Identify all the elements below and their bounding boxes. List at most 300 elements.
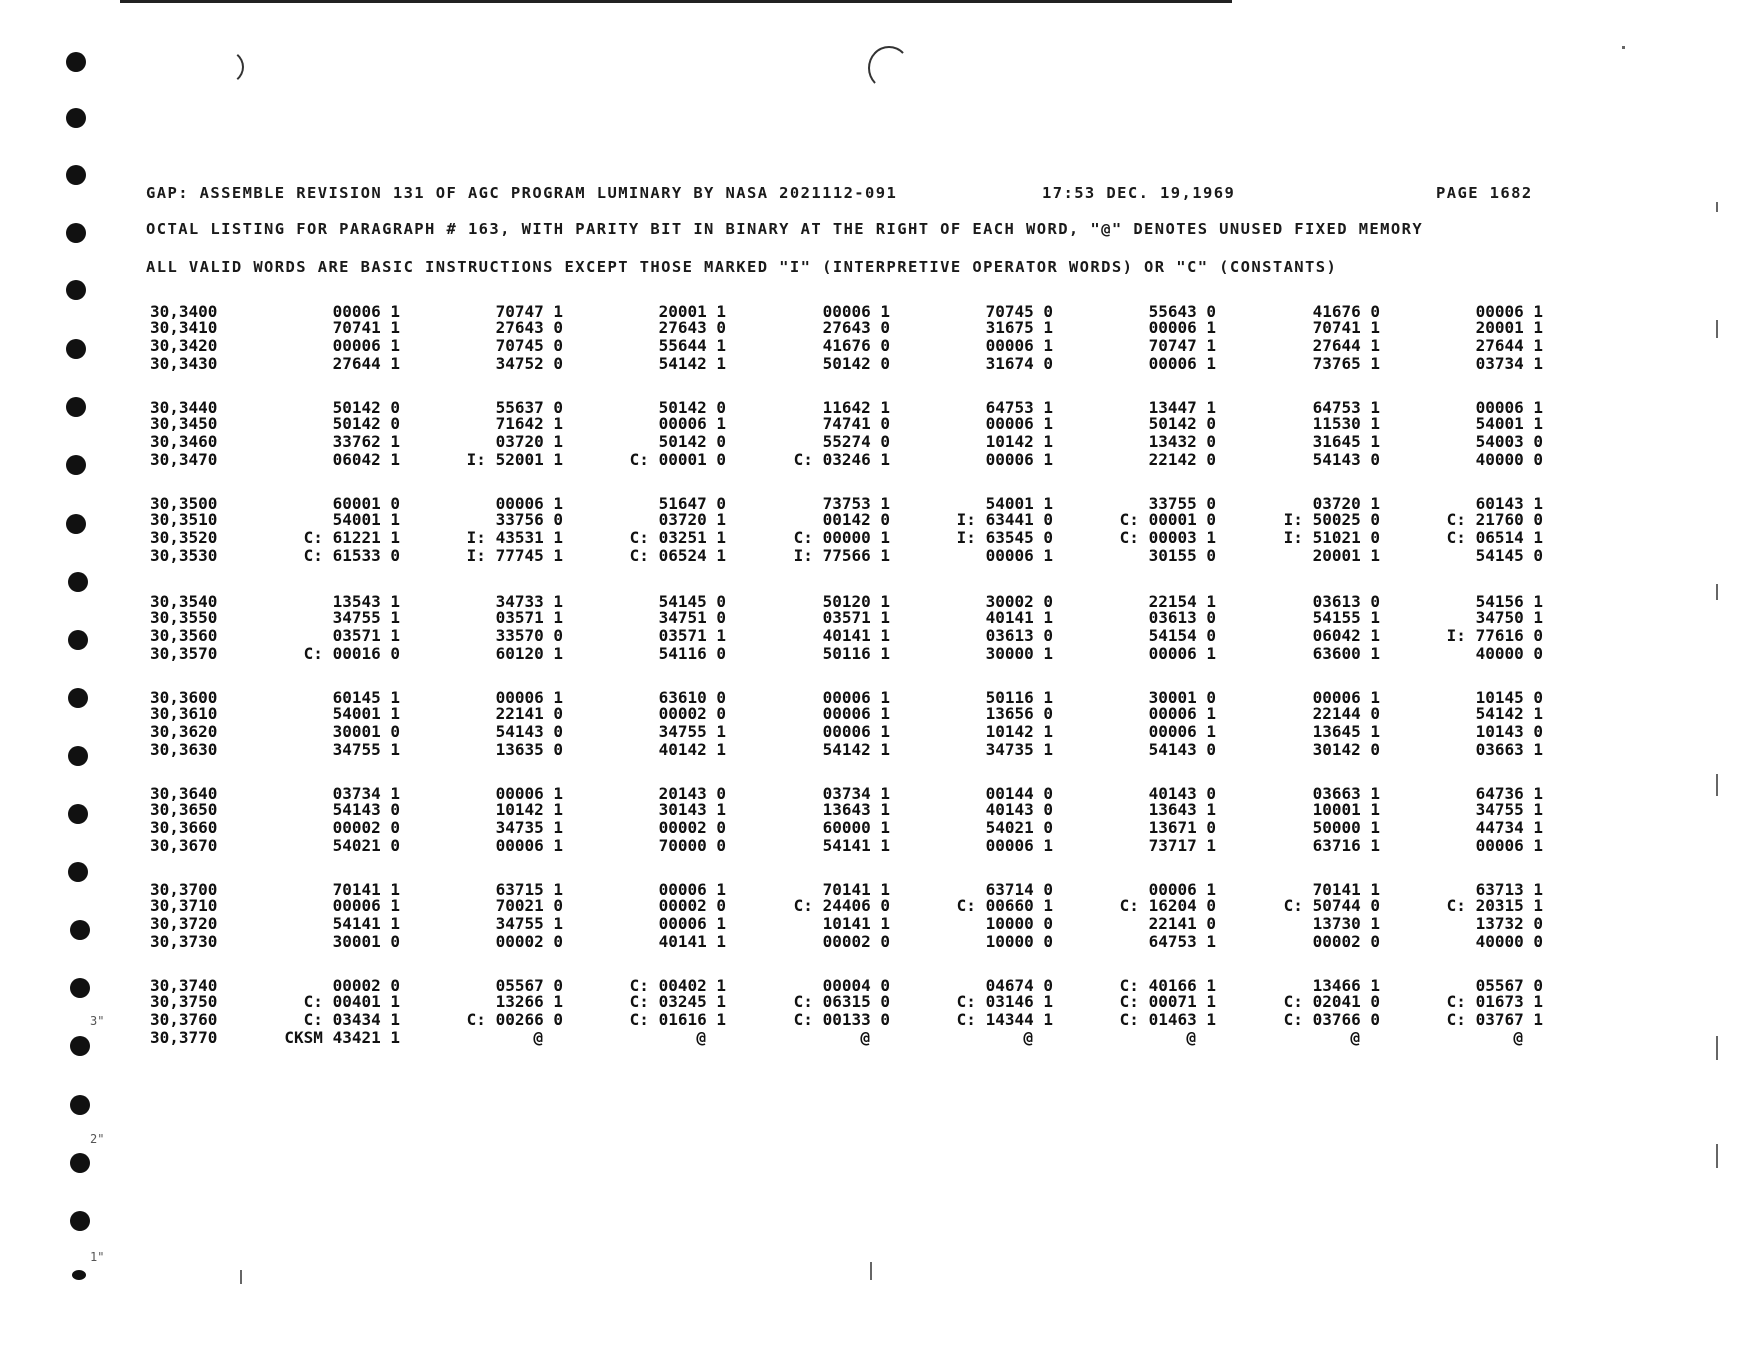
address: 30,3410 <box>150 318 218 337</box>
octal-word: 00006 1 <box>1148 880 1216 899</box>
octal-word: 30142 0 <box>1312 740 1380 759</box>
address: 30,3630 <box>150 740 218 759</box>
octal-word: 03613 0 <box>985 626 1053 645</box>
octal-word: 00006 1 <box>1475 836 1543 855</box>
octal-word: CKSM 43421 1 <box>284 1028 400 1047</box>
octal-word: 00006 1 <box>332 302 400 321</box>
octal-word: 00002 0 <box>1312 932 1380 951</box>
octal-word: 40142 1 <box>658 740 726 759</box>
octal-word: 00006 1 <box>658 880 726 899</box>
octal-word: 40143 0 <box>1148 784 1216 803</box>
octal-word: 64736 1 <box>1475 784 1543 803</box>
octal-word: 03613 0 <box>1148 608 1216 627</box>
octal-word: 55637 0 <box>495 398 563 417</box>
octal-word: 50116 1 <box>985 688 1053 707</box>
octal-word: I: 77616 0 <box>1446 626 1543 645</box>
octal-word: C: 61221 1 <box>303 528 400 547</box>
octal-word: @ <box>696 1028 706 1047</box>
octal-word: C: 01673 1 <box>1446 992 1543 1011</box>
octal-word: C: 01616 1 <box>629 1010 726 1029</box>
listing-row <box>0 546 1740 564</box>
octal-word: 50142 0 <box>658 398 726 417</box>
octal-word: 50120 1 <box>822 592 890 611</box>
octal-word: 54156 1 <box>1475 592 1543 611</box>
octal-word: 64753 1 <box>1148 932 1216 951</box>
octal-word: 54142 1 <box>822 740 890 759</box>
octal-word: 06042 1 <box>1312 626 1380 645</box>
header-line-3: ALL VALID WORDS ARE BASIC INSTRUCTIONS EXCEPT THOSE MARKED "I" (INTERPRETIVE OPERATOR WORDS) OR "C" (CONSTANTS) <box>146 258 1338 276</box>
octal-word: 13432 0 <box>1148 432 1216 451</box>
octal-word: @ <box>1513 1028 1523 1047</box>
octal-word: 00006 1 <box>495 784 563 803</box>
octal-word: 40000 0 <box>1475 450 1543 469</box>
octal-word: C: 03766 0 <box>1283 1010 1380 1029</box>
octal-word: 00002 0 <box>658 896 726 915</box>
octal-word: 40143 0 <box>985 800 1053 819</box>
octal-word: 00006 1 <box>822 704 890 723</box>
octal-word: 33756 0 <box>495 510 563 529</box>
octal-word: C: 20315 1 <box>1446 896 1543 915</box>
address: 30,3600 <box>150 688 218 707</box>
listing-row <box>0 914 1740 932</box>
octal-word: 50000 1 <box>1312 818 1380 837</box>
octal-word: 10141 1 <box>822 914 890 933</box>
octal-word: 20001 1 <box>1312 546 1380 565</box>
octal-word: 34755 1 <box>658 722 726 741</box>
listing-row <box>0 528 1740 546</box>
listing-row <box>0 722 1740 740</box>
octal-word: 00006 1 <box>822 302 890 321</box>
octal-word: C: 03251 1 <box>629 528 726 547</box>
listing-row <box>0 818 1740 836</box>
octal-word: 03734 1 <box>822 784 890 803</box>
listing-row <box>0 992 1740 1010</box>
octal-word: 30001 0 <box>1148 688 1216 707</box>
octal-word: 00006 1 <box>822 722 890 741</box>
octal-word: 54143 0 <box>1312 450 1380 469</box>
octal-word: 50142 0 <box>822 354 890 373</box>
octal-word: 00006 1 <box>1475 302 1543 321</box>
octal-word: 54142 1 <box>658 354 726 373</box>
listing-row <box>0 1028 1740 1046</box>
octal-word: C: 00660 1 <box>956 896 1053 915</box>
listing-row <box>0 644 1740 662</box>
octal-word: 54001 1 <box>1475 414 1543 433</box>
octal-word: 00006 1 <box>1148 722 1216 741</box>
octal-word: 34755 1 <box>495 914 563 933</box>
octal-word: 13466 1 <box>1312 976 1380 995</box>
octal-word: 70741 1 <box>332 318 400 337</box>
octal-word: 73765 1 <box>1312 354 1380 373</box>
octal-word: 34750 1 <box>1475 608 1543 627</box>
octal-word: 40141 1 <box>985 608 1053 627</box>
octal-word: I: 63441 0 <box>956 510 1053 529</box>
octal-word: 54116 0 <box>658 644 726 663</box>
octal-word: 03571 1 <box>822 608 890 627</box>
octal-word: 70747 1 <box>495 302 563 321</box>
octal-word: 60145 1 <box>332 688 400 707</box>
octal-word: 00006 1 <box>332 336 400 355</box>
octal-word: 55643 0 <box>1148 302 1216 321</box>
octal-word: 71642 1 <box>495 414 563 433</box>
octal-word: 34751 0 <box>658 608 726 627</box>
octal-word: 60143 1 <box>1475 494 1543 513</box>
octal-word: 54021 0 <box>985 818 1053 837</box>
octal-word: I: 51021 0 <box>1283 528 1380 547</box>
octal-word: @ <box>533 1028 543 1047</box>
octal-word: 60001 0 <box>332 494 400 513</box>
octal-word: 20143 0 <box>658 784 726 803</box>
octal-word: 00006 1 <box>1148 318 1216 337</box>
octal-word: 00006 1 <box>1148 704 1216 723</box>
octal-word: C: 00000 1 <box>793 528 890 547</box>
octal-word: C: 50744 0 <box>1283 896 1380 915</box>
listing-row <box>0 432 1740 450</box>
header-line-2: OCTAL LISTING FOR PARAGRAPH # 163, WITH PARITY BIT IN BINARY AT THE RIGHT OF EACH WORD, "@" DENOTES UNUSED FIXED MEMORY <box>146 220 1424 238</box>
octal-word: 55644 1 <box>658 336 726 355</box>
octal-word: 50142 0 <box>332 398 400 417</box>
address: 30,3550 <box>150 608 218 627</box>
octal-word: 70021 0 <box>495 896 563 915</box>
octal-word: 31674 0 <box>985 354 1053 373</box>
octal-word: 00006 1 <box>332 896 400 915</box>
octal-word: 10000 0 <box>985 914 1053 933</box>
listing-row <box>0 740 1740 758</box>
octal-word: 41676 0 <box>822 336 890 355</box>
octal-word: C: 03246 1 <box>793 450 890 469</box>
octal-word: 74741 0 <box>822 414 890 433</box>
address: 30,3450 <box>150 414 218 433</box>
octal-word: 11642 1 <box>822 398 890 417</box>
octal-word: 73717 1 <box>1148 836 1216 855</box>
octal-word: C: 00266 0 <box>466 1010 563 1029</box>
octal-word: I: 77566 1 <box>793 546 890 565</box>
octal-word: 00006 1 <box>822 688 890 707</box>
address: 30,3500 <box>150 494 218 513</box>
octal-word: 03613 0 <box>1312 592 1380 611</box>
octal-word: 27643 0 <box>495 318 563 337</box>
octal-word: 70745 0 <box>985 302 1053 321</box>
octal-word: 03720 1 <box>658 510 726 529</box>
octal-word: C: 00071 1 <box>1119 992 1216 1011</box>
octal-word: 54143 0 <box>1148 740 1216 759</box>
octal-word: 13643 1 <box>822 800 890 819</box>
listing-row <box>0 510 1740 528</box>
octal-word: 54154 0 <box>1148 626 1216 645</box>
octal-word: C: 00133 0 <box>793 1010 890 1029</box>
octal-word: 34735 1 <box>495 818 563 837</box>
octal-word: 64753 1 <box>985 398 1053 417</box>
address: 30,3510 <box>150 510 218 529</box>
octal-word: 00002 0 <box>658 704 726 723</box>
octal-word: 13645 1 <box>1312 722 1380 741</box>
octal-word: 00144 0 <box>985 784 1053 803</box>
address: 30,3420 <box>150 336 218 355</box>
address: 30,3610 <box>150 704 218 723</box>
octal-word: 50142 0 <box>332 414 400 433</box>
octal-word: 13447 1 <box>1148 398 1216 417</box>
octal-word: 27643 0 <box>822 318 890 337</box>
octal-word: 30001 0 <box>332 722 400 741</box>
address: 30,3540 <box>150 592 218 611</box>
octal-word: 70741 1 <box>1312 318 1380 337</box>
octal-word: 22141 0 <box>495 704 563 723</box>
octal-word: 54145 0 <box>1475 546 1543 565</box>
octal-word: 55274 0 <box>822 432 890 451</box>
octal-word: 40141 1 <box>658 932 726 951</box>
listing-row <box>0 704 1740 722</box>
octal-word: 03720 1 <box>1312 494 1380 513</box>
octal-word: 13730 1 <box>1312 914 1380 933</box>
octal-word: C: 06315 0 <box>793 992 890 1011</box>
octal-word: C: 06514 1 <box>1446 528 1543 547</box>
octal-word: 30001 0 <box>332 932 400 951</box>
octal-word: 00006 1 <box>985 546 1053 565</box>
octal-word: 22144 0 <box>1312 704 1380 723</box>
address: 30,3470 <box>150 450 218 469</box>
octal-word: 05567 0 <box>495 976 563 995</box>
octal-word: 22141 0 <box>1148 914 1216 933</box>
octal-word: 54021 0 <box>332 836 400 855</box>
octal-word: C: 00001 0 <box>1119 510 1216 529</box>
octal-word: 10143 0 <box>1475 722 1543 741</box>
octal-word: 63713 1 <box>1475 880 1543 899</box>
octal-word: 73753 1 <box>822 494 890 513</box>
octal-word: 00006 1 <box>985 336 1053 355</box>
octal-word: 00006 1 <box>985 450 1053 469</box>
octal-word: 63600 1 <box>1312 644 1380 663</box>
address: 30,3430 <box>150 354 218 373</box>
listing-row <box>0 626 1740 644</box>
address: 30,3700 <box>150 880 218 899</box>
octal-word: C: 16204 0 <box>1119 896 1216 915</box>
octal-word: 10145 0 <box>1475 688 1543 707</box>
octal-word: 30002 0 <box>985 592 1053 611</box>
octal-word: 27643 0 <box>658 318 726 337</box>
octal-word: C: 61533 0 <box>303 546 400 565</box>
octal-word: 03571 1 <box>658 626 726 645</box>
address: 30,3530 <box>150 546 218 565</box>
octal-word: C: 00402 1 <box>629 976 726 995</box>
octal-word: 70141 1 <box>332 880 400 899</box>
octal-word: 13543 1 <box>332 592 400 611</box>
octal-word: @ <box>1350 1028 1360 1047</box>
octal-word: 00006 1 <box>495 836 563 855</box>
octal-word: C: 03146 1 <box>956 992 1053 1011</box>
octal-word: 54001 1 <box>332 510 400 529</box>
listing-row <box>0 896 1740 914</box>
octal-word: 03720 1 <box>495 432 563 451</box>
octal-word: 11530 1 <box>1312 414 1380 433</box>
octal-word: 03663 1 <box>1475 740 1543 759</box>
octal-word: C: 24406 0 <box>793 896 890 915</box>
octal-word: 27644 1 <box>1475 336 1543 355</box>
octal-word: 00002 0 <box>332 976 400 995</box>
octal-word: 50142 0 <box>658 432 726 451</box>
octal-word: 00006 1 <box>985 414 1053 433</box>
listing-row <box>0 608 1740 626</box>
octal-word: 31675 1 <box>985 318 1053 337</box>
octal-word: 00006 1 <box>1312 688 1380 707</box>
octal-word: 00006 1 <box>658 414 726 433</box>
octal-word: 04674 0 <box>985 976 1053 995</box>
octal-word: 10000 0 <box>985 932 1053 951</box>
octal-word: C: 40166 1 <box>1119 976 1216 995</box>
address: 30,3770 <box>150 1028 218 1047</box>
margin-mark: 2" <box>90 1132 105 1146</box>
octal-word: 40000 0 <box>1475 932 1543 951</box>
octal-word: 54001 1 <box>332 704 400 723</box>
octal-word: 30155 0 <box>1148 546 1216 565</box>
octal-word: 30143 1 <box>658 800 726 819</box>
octal-word: 54001 1 <box>985 494 1053 513</box>
octal-word: 70000 0 <box>658 836 726 855</box>
octal-word: 60120 1 <box>495 644 563 663</box>
octal-word: 54141 1 <box>332 914 400 933</box>
octal-word: 03734 1 <box>1475 354 1543 373</box>
octal-word: 10142 1 <box>985 722 1053 741</box>
listing-row <box>0 836 1740 854</box>
octal-word: @ <box>860 1028 870 1047</box>
address: 30,3570 <box>150 644 218 663</box>
octal-word: C: 00003 1 <box>1119 528 1216 547</box>
octal-word: 40000 0 <box>1475 644 1543 663</box>
octal-word: 54141 1 <box>822 836 890 855</box>
octal-word: C: 01463 1 <box>1119 1010 1216 1029</box>
address: 30,3710 <box>150 896 218 915</box>
octal-word: 54155 1 <box>1312 608 1380 627</box>
octal-word: C: 00401 1 <box>303 992 400 1011</box>
octal-word: C: 06524 1 <box>629 546 726 565</box>
octal-word: C: 14344 1 <box>956 1010 1053 1029</box>
octal-word: 50116 1 <box>822 644 890 663</box>
octal-word: 40141 1 <box>822 626 890 645</box>
octal-word: 10142 1 <box>495 800 563 819</box>
octal-word: I: 52001 1 <box>466 450 563 469</box>
listing-row <box>0 932 1740 950</box>
octal-word: 34755 1 <box>1475 800 1543 819</box>
octal-word: 33762 1 <box>332 432 400 451</box>
octal-word: 34733 1 <box>495 592 563 611</box>
octal-word: 54145 0 <box>658 592 726 611</box>
octal-word: 00006 1 <box>1148 644 1216 663</box>
octal-word: 10001 1 <box>1312 800 1380 819</box>
address: 30,3730 <box>150 932 218 951</box>
octal-word: 13635 0 <box>495 740 563 759</box>
octal-word: C: 21760 0 <box>1446 510 1543 529</box>
octal-word: 70141 1 <box>1312 880 1380 899</box>
octal-word: 27644 1 <box>1312 336 1380 355</box>
address: 30,3720 <box>150 914 218 933</box>
octal-word: 00006 1 <box>495 688 563 707</box>
octal-word: 00006 1 <box>1475 398 1543 417</box>
octal-word: 05567 0 <box>1475 976 1543 995</box>
listing-row <box>0 354 1740 372</box>
octal-word: 54142 1 <box>1475 704 1543 723</box>
listing-row <box>0 1010 1740 1028</box>
octal-word: C: 03434 1 <box>303 1010 400 1029</box>
address: 30,3640 <box>150 784 218 803</box>
octal-word: @ <box>1023 1028 1033 1047</box>
octal-word: 63610 0 <box>658 688 726 707</box>
octal-word: 22142 0 <box>1148 450 1216 469</box>
octal-word: 00004 0 <box>822 976 890 995</box>
octal-word: 00006 1 <box>495 494 563 513</box>
octal-word: 00006 1 <box>985 836 1053 855</box>
octal-word: 03571 1 <box>332 626 400 645</box>
octal-word: 34735 1 <box>985 740 1053 759</box>
octal-word: 63715 1 <box>495 880 563 899</box>
listing-row <box>0 318 1740 336</box>
address: 30,3400 <box>150 302 218 321</box>
page-number: PAGE 1682 <box>1436 184 1533 202</box>
address: 30,3560 <box>150 626 218 645</box>
listing-row <box>0 414 1740 432</box>
octal-word: I: 50025 0 <box>1283 510 1380 529</box>
octal-word: 34755 1 <box>332 608 400 627</box>
octal-word: 33755 0 <box>1148 494 1216 513</box>
octal-word: 13266 1 <box>495 992 563 1011</box>
octal-word: 70747 1 <box>1148 336 1216 355</box>
octal-word: C: 00016 0 <box>303 644 400 663</box>
octal-word: 22154 1 <box>1148 592 1216 611</box>
octal-word: 33570 0 <box>495 626 563 645</box>
octal-word: 34752 0 <box>495 354 563 373</box>
margin-mark: 3" <box>90 1014 105 1028</box>
octal-word: 30000 1 <box>985 644 1053 663</box>
address: 30,3750 <box>150 992 218 1011</box>
octal-word: 13656 0 <box>985 704 1053 723</box>
octal-word: 34755 1 <box>332 740 400 759</box>
octal-word: 20001 1 <box>658 302 726 321</box>
octal-word: 64753 1 <box>1312 398 1380 417</box>
octal-word: 00006 1 <box>658 914 726 933</box>
header-time: 17:53 DEC. 19,1969 <box>1042 184 1236 202</box>
address: 30,3460 <box>150 432 218 451</box>
octal-word: 06042 1 <box>332 450 400 469</box>
octal-word: 03663 1 <box>1312 784 1380 803</box>
listing-row <box>0 800 1740 818</box>
octal-word: 13732 0 <box>1475 914 1543 933</box>
octal-word: I: 43531 1 <box>466 528 563 547</box>
octal-word: 54143 0 <box>495 722 563 741</box>
octal-word: C: 02041 0 <box>1283 992 1380 1011</box>
octal-word: 63716 1 <box>1312 836 1380 855</box>
octal-word: 03571 1 <box>495 608 563 627</box>
octal-word: I: 63545 0 <box>956 528 1053 547</box>
octal-word: 13671 0 <box>1148 818 1216 837</box>
address: 30,3660 <box>150 818 218 837</box>
address: 30,3760 <box>150 1010 218 1029</box>
octal-word: 54003 0 <box>1475 432 1543 451</box>
address: 30,3650 <box>150 800 218 819</box>
octal-word: 00142 0 <box>822 510 890 529</box>
octal-word: 31645 1 <box>1312 432 1380 451</box>
address: 30,3670 <box>150 836 218 855</box>
octal-word: 70141 1 <box>822 880 890 899</box>
octal-word: 00006 1 <box>1148 354 1216 373</box>
octal-word: 00002 0 <box>822 932 890 951</box>
octal-word: I: 77745 1 <box>466 546 563 565</box>
octal-word: 63714 0 <box>985 880 1053 899</box>
address: 30,3440 <box>150 398 218 417</box>
octal-word: 00002 0 <box>495 932 563 951</box>
octal-word: 51647 0 <box>658 494 726 513</box>
octal-word: 10142 1 <box>985 432 1053 451</box>
octal-word: 44734 1 <box>1475 818 1543 837</box>
octal-word: C: 00001 0 <box>629 450 726 469</box>
octal-word: @ <box>1186 1028 1196 1047</box>
